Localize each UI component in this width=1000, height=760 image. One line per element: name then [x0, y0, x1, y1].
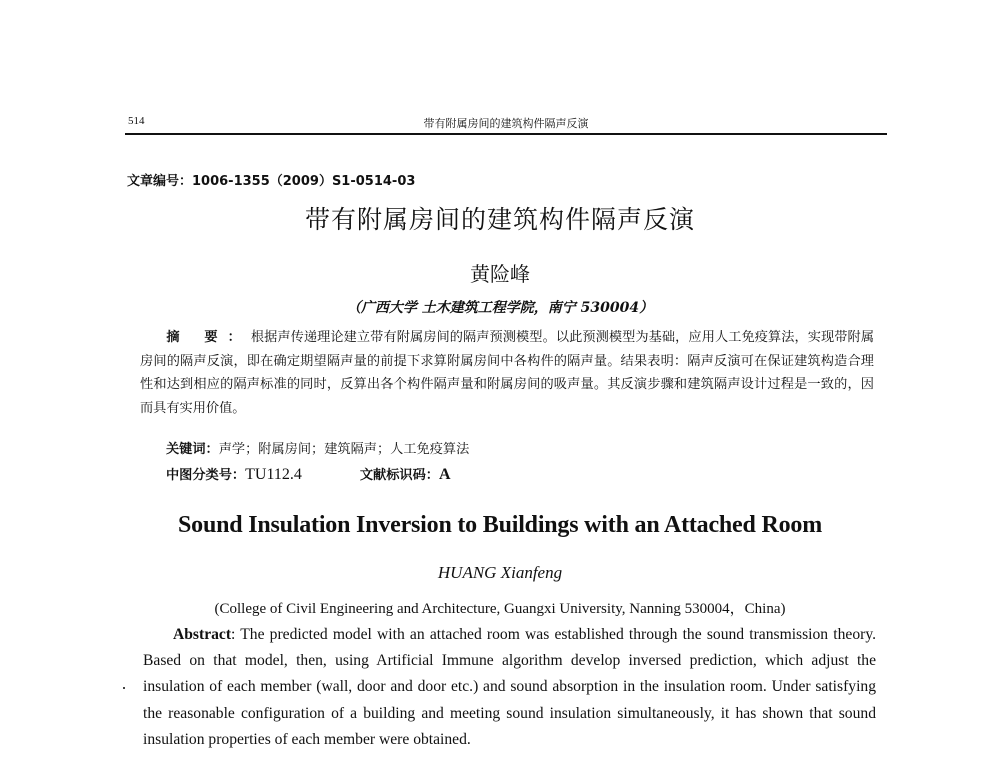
doc-code-value: A: [438, 466, 451, 483]
english-abstract-label: Abstract: [173, 626, 232, 643]
english-abstract: [143, 622, 876, 753]
chinese-affiliation: （广西大学 土木建筑工程学院，南宁 530004）: [346, 300, 654, 316]
clc-value: TU112.4: [245, 466, 302, 483]
chinese-keywords: [166, 438, 469, 457]
english-abstract-text: : The predicted model with an attached room was established through the sound transmission theory. Based on that model, then, using Artificial Immune algorithm develop inversed prediction, which adjust the insulation of each member (wall, door and door etc.) and sound absorption in the insulation room. Under satisfying the reasonable configuration of a building and meeting sound insulation simultaneously, it has shown that sound insulation properties of each member were obtained.: [143, 626, 876, 748]
running-header: [125, 113, 887, 133]
english-author: HUANG Xianfeng: [437, 563, 563, 582]
english-affiliation: (College of Civil Engineering and Architecture, Guangxi University, Nanning 530004，China): [214, 601, 786, 617]
scan-artifact-dot: [123, 687, 125, 689]
page-number: 514: [128, 115, 145, 127]
chinese-abstract-label: 摘 要：: [166, 330, 251, 345]
keywords-text: 声学；附属房间；建筑隔声；人工免疫算法: [218, 442, 470, 457]
header-rule-divider: [125, 133, 887, 135]
clc-label: 中图分类号：: [166, 468, 246, 483]
classification-line: [166, 464, 451, 484]
chinese-title: 带有附属房间的建筑构件隔声反演: [304, 205, 695, 234]
keywords-label: 关键词：: [166, 442, 219, 457]
chinese-author: 黄险峰: [470, 262, 530, 286]
chinese-abstract-text: 根据声传递理论建立带有附属房间的隔声预测模型。以此预测模型为基础，应用人工免疫算法，实现带附属房间的隔声反演，即在确定期望隔声量的前提下求算附属房间中各构件的隔声量。结果表明：隔声反演可在保证建筑构造合理性和达到相应的隔声标准的同时，反算出各个构件隔声量和附属房间的吸声量。其反演步骤和建筑隔声设计过程是一致的，因而具有实用价值。: [140, 330, 875, 416]
article-number: 文章编号：1006-1355（2009）S1-0514-03: [127, 174, 416, 189]
english-title: Sound Insulation Inversion to Buildings with an Attached Room: [178, 512, 822, 538]
chinese-abstract: [140, 326, 874, 420]
doc-code-label: 文献标识码：: [359, 468, 439, 483]
running-header-title: 带有附属房间的建筑构件隔声反演: [423, 117, 589, 130]
